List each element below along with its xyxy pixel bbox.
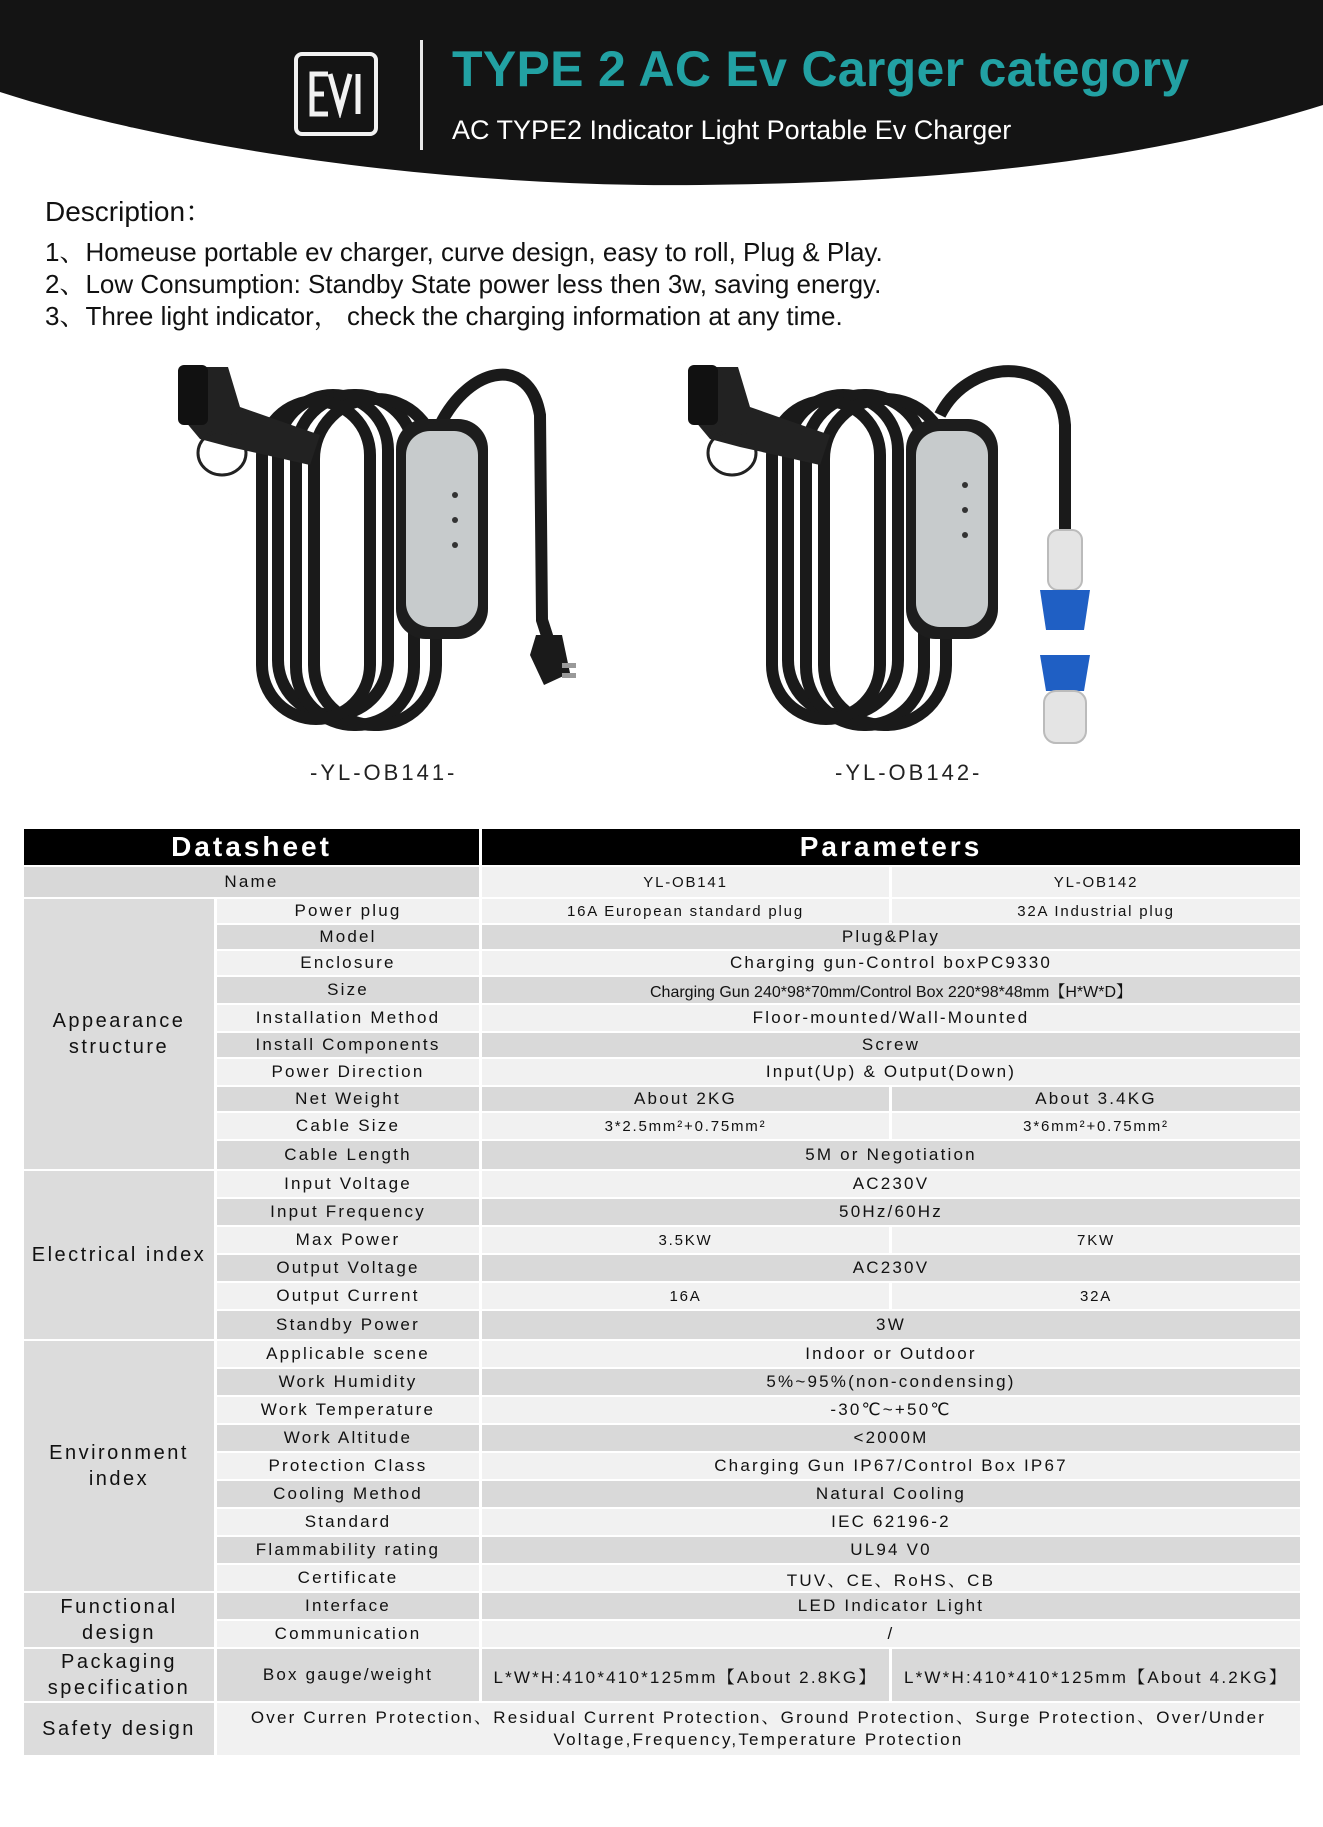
spec-value: Natural Cooling [482,1481,1300,1507]
spec-label: Output Voltage [217,1255,479,1281]
spec-value: Indoor or Outdoor [482,1341,1300,1367]
description-heading: Description： [45,196,214,227]
spec-label: Communication [217,1621,479,1647]
spec-value-b: 7KW [892,1227,1300,1253]
brand-logo [294,52,378,136]
spec-label: Power Direction [217,1059,479,1085]
spec-value-a: 3*2.5mm²+0.75mm² [482,1113,889,1139]
spec-label: Cooling Method [217,1481,479,1507]
header-background [0,0,1323,200]
spec-label: Install Components [217,1033,479,1057]
spec-label: Cable Length [217,1141,479,1169]
evi-logo-icon [308,70,364,118]
spec-value: Screw [482,1033,1300,1057]
spec-label: Work Temperature [217,1397,479,1423]
table-header-datasheet: Datasheet [24,829,479,865]
spec-value: <2000M [482,1425,1300,1451]
spec-value-a: L*W*H:410*410*125mm【About 2.8KG】 [482,1649,889,1701]
spec-label: Net Weight [217,1087,479,1111]
category-label: Electrical index [24,1171,214,1339]
spec-value: LED Indicator Light [482,1593,1300,1619]
spec-value-b: L*W*H:410*410*125mm【About 4.2KG】 [892,1649,1300,1701]
spec-value: AC230V [482,1255,1300,1281]
spec-value-a: 16A European standard plug [482,899,889,923]
name-value-b: YL-OB142 [892,867,1300,897]
name-value-a: YL-OB141 [482,867,889,897]
product-caption: -YL-OB141- [310,760,458,785]
spec-value: 3W [482,1311,1300,1339]
category-label: Functional design [24,1593,214,1647]
category-label: Environment index [24,1341,214,1591]
spec-label: Work Altitude [217,1425,479,1451]
spec-label: Interface [217,1593,479,1619]
category-label: Safety design [24,1703,214,1755]
spec-value: 5%~95%(non-condensing) [482,1369,1300,1395]
spec-label: Flammability rating [217,1537,479,1563]
spec-label: Work Humidity [217,1369,479,1395]
description-item: 1、Homeuse portable ev charger, curve design, easy to roll, Plug & Play. [45,237,883,267]
spec-label: Standard [217,1509,479,1535]
spec-label: Max Power [217,1227,479,1253]
ev-charger-industrial-plug-icon [680,355,1110,755]
header-divider [420,40,423,150]
page-title: TYPE 2 AC Ev Carger category [452,41,1190,97]
spec-label: Output Current [217,1283,479,1309]
description-section [45,190,883,332]
spec-value: Charging Gun IP67/Control Box IP67 [482,1453,1300,1479]
spec-value: Floor-mounted/Wall-Mounted [482,1005,1300,1031]
spec-value: AC230V [482,1171,1300,1197]
category-label: Appearance structure [24,899,214,1169]
spec-value-a: About 2KG [482,1087,889,1111]
spec-value: Charging Gun 240*98*70mm/Control Box 220*98*48mm【H*W*D】 [482,977,1300,1003]
spec-label: Certificate [217,1565,479,1591]
spec-value: TUV、CE、RoHS、CB [482,1565,1300,1591]
page-subtitle: AC TYPE2 Indicator Light Portable Ev Charger [452,115,1012,145]
spec-value: Charging gun-Control boxPC9330 [482,951,1300,975]
spec-value: 5M or Negotiation [482,1141,1300,1169]
spec-value: Plug&Play [482,925,1300,949]
spec-label: Model [217,925,479,949]
spec-label: Power plug [217,899,479,923]
spec-label: Standby Power [217,1311,479,1339]
spec-label: Size [217,977,479,1003]
table-header-parameters: Parameters [482,829,1300,865]
spec-label: Installation Method [217,1005,479,1031]
spec-value-a: 3.5KW [482,1227,889,1253]
header-banner [0,0,1323,200]
ev-charger-schuko-plug-icon [170,355,610,735]
spec-label: Protection Class [217,1453,479,1479]
spec-label: Box gauge/weight [217,1649,479,1701]
spec-value: Input(Up) & Output(Down) [482,1059,1300,1085]
description-item: 3、Three light indicator， check the charging information at any time. [45,301,843,331]
product-image-yl-ob142 [680,355,1110,760]
spec-value: UL94 V0 [482,1537,1300,1563]
spec-label: Cable Size [217,1113,479,1139]
spec-value-b: About 3.4KG [892,1087,1300,1111]
spec-value-a: 16A [482,1283,889,1309]
spec-label: Input Frequency [217,1199,479,1225]
spec-label: Input Voltage [217,1171,479,1197]
spec-value: -30℃~+50℃ [482,1397,1300,1423]
product-caption: -YL-OB142- [835,760,983,785]
spec-value: / [482,1621,1300,1647]
spec-label: Applicable scene [217,1341,479,1367]
spec-value: Over Curren Protection、Residual Current Protection、Ground Protection、Surge Protection、Over/Under Voltage,Frequency,Temperature Protection [217,1703,1300,1755]
spec-label: Enclosure [217,951,479,975]
spec-value: 50Hz/60Hz [482,1199,1300,1225]
name-label: Name [24,867,479,897]
description-item: 2、Low Consumption: Standby State power less then 3w, saving energy. [45,269,882,299]
product-image-yl-ob141 [170,355,610,740]
category-label: Packaging specification [24,1649,214,1701]
spec-value-b: 3*6mm²+0.75mm² [892,1113,1300,1139]
spec-value: IEC 62196-2 [482,1509,1300,1535]
spec-value-b: 32A [892,1283,1300,1309]
spec-value-b: 32A Industrial plug [892,899,1300,923]
